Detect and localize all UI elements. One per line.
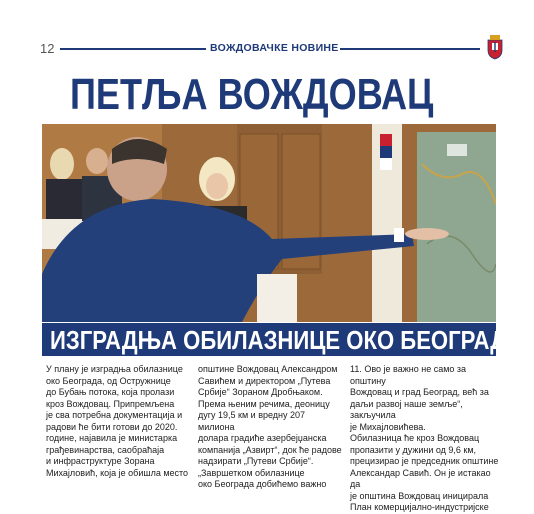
text-line: и инфраструктуре Зорана xyxy=(46,456,155,466)
header-rule-left xyxy=(60,48,206,50)
municipality-crest-icon xyxy=(486,34,504,60)
header-rule-right xyxy=(340,48,480,50)
newspaper-name: ВОЖДОВАЧКЕ НОВИНЕ xyxy=(210,42,339,54)
text-line: око Београда, од Остружнице xyxy=(46,375,171,386)
text-line: Александар Савић. Он је истакао да xyxy=(350,467,491,489)
text-line: надзирати „Путеви Србије“. xyxy=(198,456,314,466)
text-line: „Завршетком обилазнице xyxy=(198,467,305,478)
article-column-2 xyxy=(198,364,343,491)
text-line: Вождовац и град Београд, већ за xyxy=(350,387,489,397)
text-line: је Михајловићева. xyxy=(350,421,426,432)
text-line: је општина Вождовац иницирала xyxy=(350,490,489,501)
text-line: 11. Ово је важно не само за општину xyxy=(350,364,467,386)
text-line: општине Вождовац Александром xyxy=(198,364,338,374)
text-line: У плану је изградња обилазнице xyxy=(46,364,183,374)
article-column-3 xyxy=(350,364,500,514)
text-line: прецизирао је председник општине xyxy=(350,456,499,466)
text-line: долара градиће азербејџанска xyxy=(198,433,327,443)
text-line: дугу 19,5 км и вредну 207 милиона xyxy=(198,410,306,432)
text-line: је сва потребна документација и xyxy=(46,410,183,420)
text-line: кроз Вождовац. Припремљена xyxy=(46,398,175,409)
text-line: радови ће бити готови до 2020. xyxy=(46,421,178,432)
text-line: пропазити у дужини од 9,6 км, xyxy=(350,444,477,455)
article-photo xyxy=(42,124,496,322)
text-line: године, најавила је министарка xyxy=(46,433,178,443)
text-line: Србије“ Зораном Дробњаком. xyxy=(198,387,323,397)
page-number: 12 xyxy=(40,41,55,56)
text-line: Михајловић, која је обишла место xyxy=(46,467,189,478)
subheadline: ИЗГРАДЊА ОБИЛАЗНИЦЕ ОКО БЕОГРАДА xyxy=(50,325,522,355)
text-line: Обилазница ће кроз Вождовац xyxy=(350,433,480,443)
text-line: до Бубањ потока, која пролази xyxy=(46,387,175,397)
text-line: План комерцијално-индустријске xyxy=(350,502,489,512)
text-line: грађевинарства, саобраћаја xyxy=(46,444,165,455)
text-line: компанија „Азвирт“, док ће радове xyxy=(198,444,342,455)
text-line: око Београда добићемо важно xyxy=(198,479,327,489)
page-title: ПЕТЉА ВОЖДОВАЦ xyxy=(70,70,434,119)
text-line: Према њеним речима, деоницу xyxy=(198,398,330,409)
text-line: Савићем и директором „Путева xyxy=(198,375,331,386)
text-line: даљи развој наше земље“, закључила xyxy=(350,398,463,420)
photo-illustration xyxy=(42,124,496,322)
